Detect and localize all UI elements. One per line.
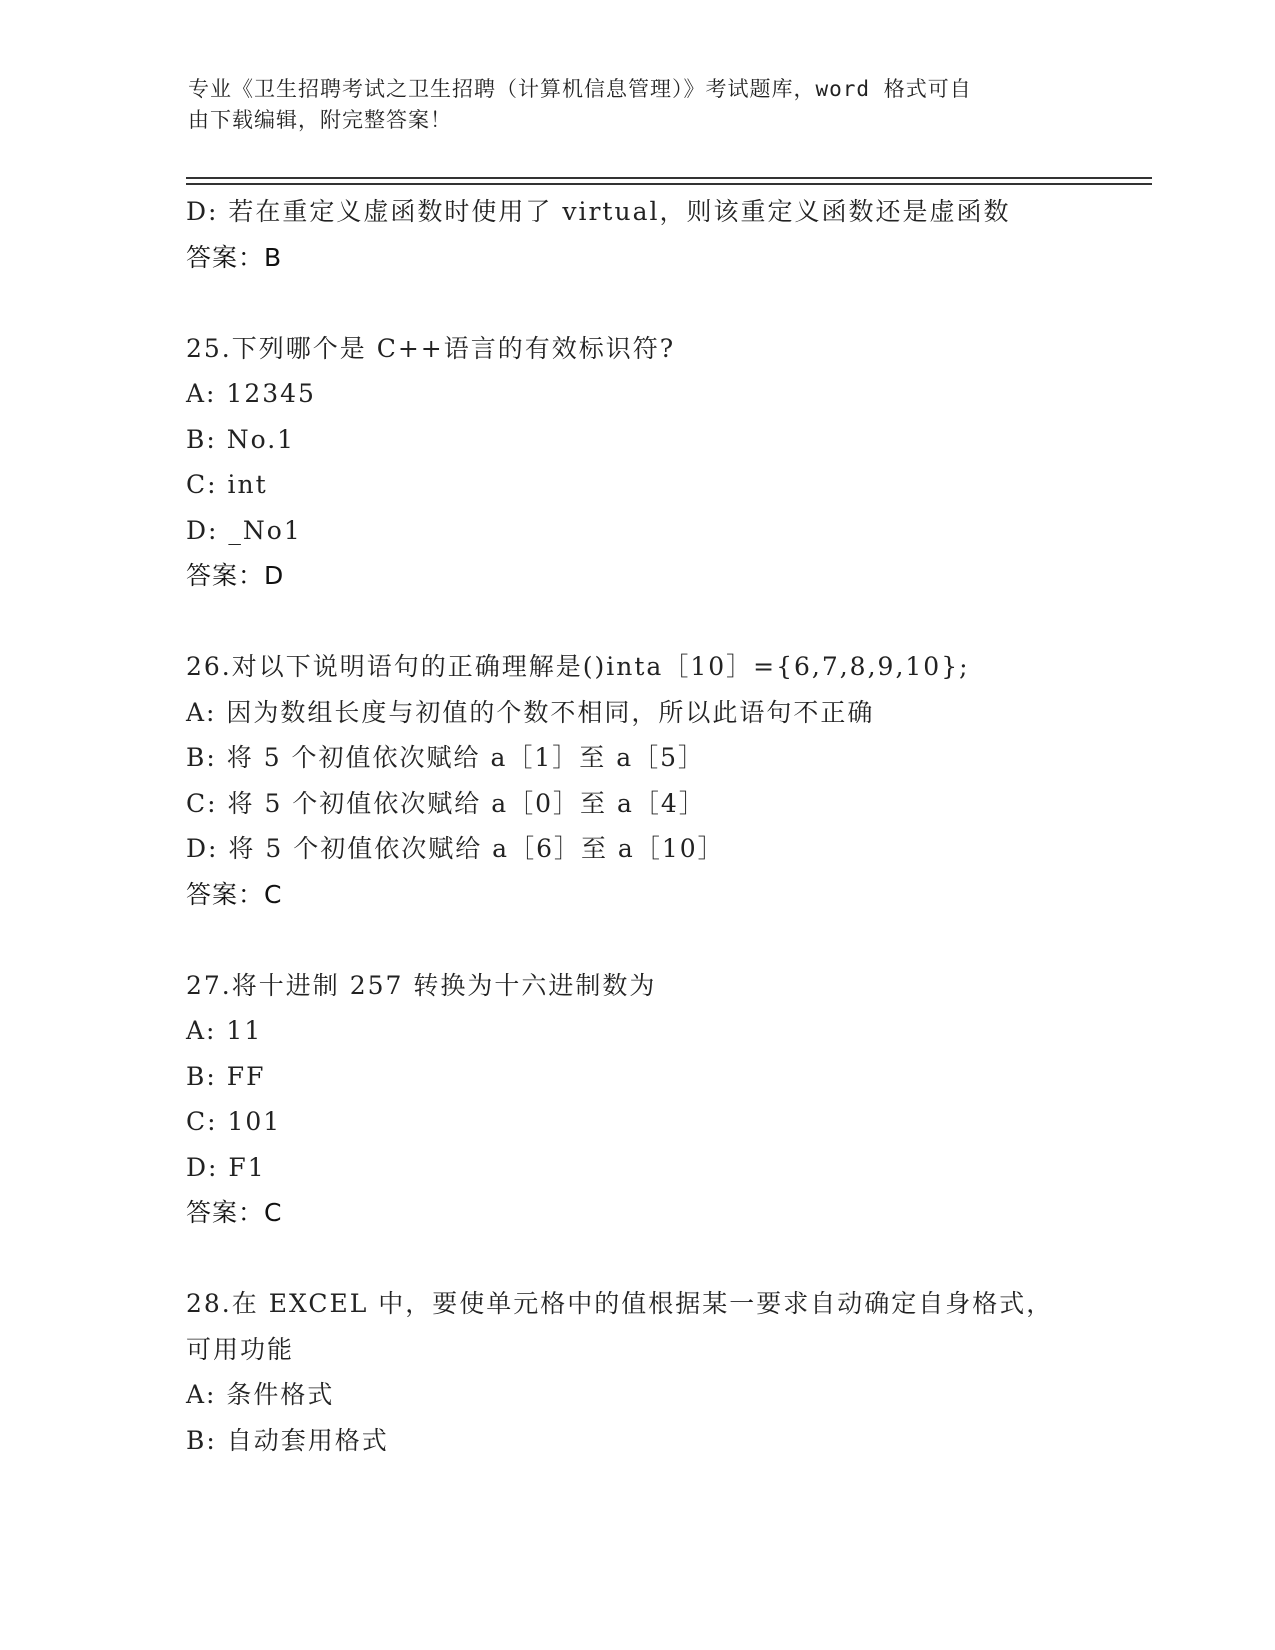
question-text: 28.在 EXCEL 中，要使单元格中的值根据某一要求自动确定自身格式， (186, 1289, 1054, 1318)
question-block (186, 189, 1126, 280)
block-spacer (186, 917, 1126, 963)
question-block (186, 644, 1126, 917)
answer-line: 答案：C (186, 879, 283, 909)
option-line: C: 101 (186, 1107, 282, 1136)
option-line: B: No.1 (186, 424, 296, 454)
option-line: D: _No1 (186, 515, 302, 545)
option-line: 可用功能 (186, 1334, 295, 1364)
block-spacer (186, 1236, 1126, 1282)
option-line: D: 若在重定义虚函数时使用了 virtual，则该重定义函数还是虚函数 (186, 197, 1011, 226)
block-spacer (186, 599, 1126, 645)
answer-line: 答案：C (186, 1198, 283, 1227)
option-line: D: 将 5 个初值依次赋给 a［6］至 a［10］ (186, 834, 725, 863)
header-divider-top (186, 177, 1152, 179)
option-line: B: 自动套用格式 (186, 1425, 389, 1455)
block-spacer (186, 280, 1126, 326)
question-text: 25.下列哪个是 C++语言的有效标识符? (186, 333, 676, 363)
option-line: A: 12345 (186, 379, 316, 408)
header-line-1: 专业《卫生招聘考试之卫生招聘（计算机信息管理）》考试题库，word 格式可自 (188, 77, 972, 101)
option-line: D: F1 (186, 1152, 266, 1182)
option-line: B: 将 5 个初值依次赋给 a［1］至 a［5］ (186, 743, 706, 772)
option-line: A: 11 (186, 1016, 263, 1045)
question-block (186, 326, 1126, 599)
answer-line: 答案：D (186, 561, 285, 590)
question-block (186, 963, 1126, 1236)
header-divider-bottom (186, 183, 1152, 185)
question-text: 27.将十进制 257 转换为十六进制数为 (186, 970, 657, 1000)
option-line: C: int (186, 470, 268, 499)
question-list (186, 189, 1126, 1463)
question-text: 26.对以下说明语句的正确理解是()inta［10］={6,7,8,9,10}; (186, 652, 970, 681)
option-line: B: FF (186, 1061, 266, 1091)
document-header (188, 74, 1068, 136)
header-line-2: 由下载编辑，附完整答案！ (188, 108, 452, 132)
option-line: A: 条件格式 (186, 1380, 335, 1409)
answer-line: 答案：B (186, 242, 283, 272)
option-line: C: 将 5 个初值依次赋给 a［0］至 a［4］ (186, 788, 706, 818)
option-line: A: 因为数组长度与初值的个数不相同，所以此语句不正确 (186, 697, 875, 727)
question-block (186, 1281, 1126, 1463)
